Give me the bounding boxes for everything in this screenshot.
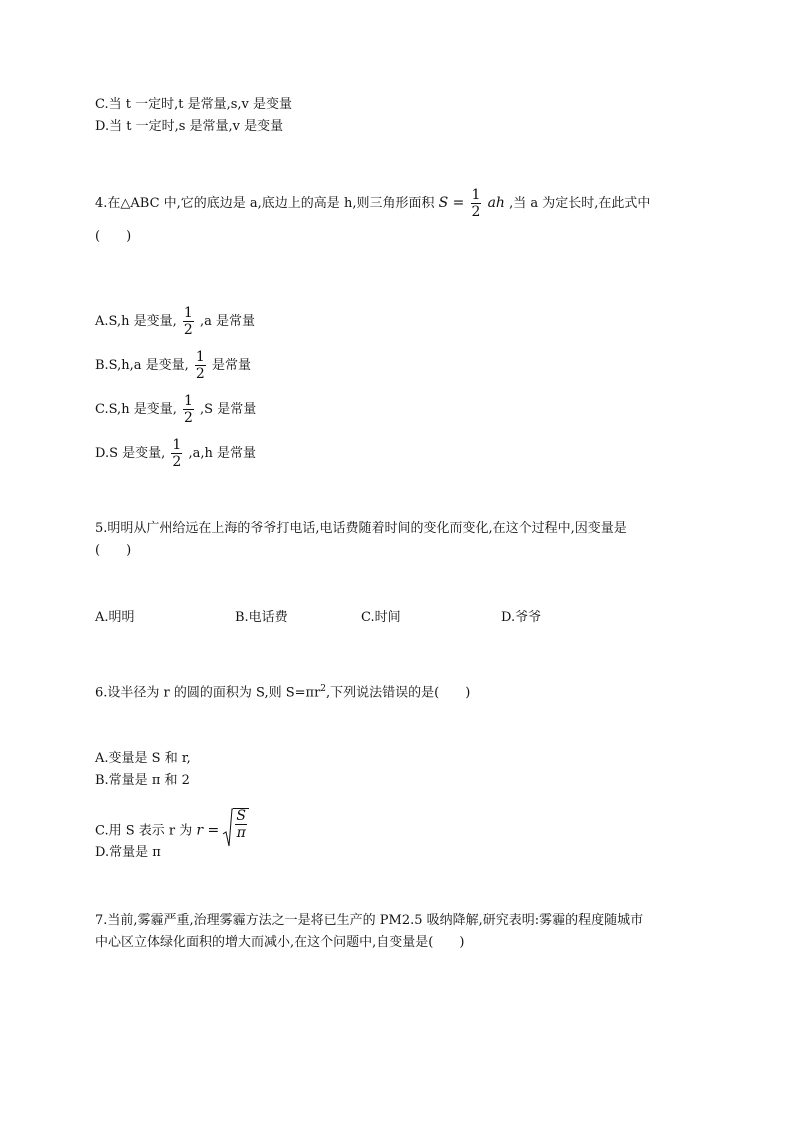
q4-option-b-pre: B.S,h,a 是变量, bbox=[95, 358, 189, 373]
fraction-numerator: 1 bbox=[183, 305, 193, 321]
q4-formula-numerator: 1 bbox=[471, 187, 481, 203]
q4-option-c-post: ,S 是常量 bbox=[200, 402, 257, 417]
fraction-denominator: 2 bbox=[183, 322, 193, 338]
q6-stem-superscript: 2 bbox=[320, 684, 327, 694]
fraction-numerator: 1 bbox=[195, 349, 205, 365]
q4-stem-post: ,当 a 为定长时,在此式中 bbox=[509, 196, 651, 211]
fraction-numerator: 1 bbox=[172, 437, 182, 453]
q5-option-b: B.电话费 bbox=[235, 610, 288, 625]
q4-option-c bbox=[95, 394, 256, 425]
q4-formula-fraction bbox=[471, 188, 482, 219]
q6-stem bbox=[95, 680, 470, 702]
q3-option-c: C.当 t 一定时,t 是常量,s,v 是变量 bbox=[95, 97, 293, 112]
q4-option-a-fraction bbox=[183, 306, 194, 337]
radicand-denominator: π bbox=[236, 825, 246, 841]
q6-stem-pre: 6.设半径为 r 的圆的面积为 S,则 S=πr bbox=[95, 685, 321, 701]
q4-formula-lhs: S = bbox=[438, 195, 465, 211]
q7-stem-line2: 中心区立体绿化面积的增大而减小,在这个问题中,自变量是( ) bbox=[95, 935, 465, 950]
q6-option-d: D.常量是 π bbox=[95, 845, 161, 860]
fraction-numerator: 1 bbox=[183, 393, 193, 409]
q5-option-c: C.时间 bbox=[361, 610, 401, 625]
q6-option-c-lhs: r = bbox=[196, 822, 220, 839]
q4-option-a-pre: A.S,h 是变量, bbox=[95, 314, 177, 329]
q4-option-b-post: 是常量 bbox=[211, 358, 251, 373]
q3-option-d: D.当 t 一定时,s 是常量,v 是变量 bbox=[95, 119, 284, 134]
fraction-denominator: 2 bbox=[172, 454, 182, 470]
q4-option-b-fraction bbox=[195, 350, 206, 381]
q5-option-a: A.明明 bbox=[95, 610, 135, 625]
q4-option-b bbox=[95, 350, 251, 381]
q6-option-a: A.变量是 S 和 r, bbox=[95, 751, 191, 766]
q4-option-c-fraction bbox=[183, 394, 194, 425]
q4-formula-denominator: 2 bbox=[471, 204, 481, 220]
q6-stem-post: ,下列说法错误的是( ) bbox=[326, 685, 471, 701]
q4-stem bbox=[95, 188, 650, 219]
q4-option-d bbox=[95, 438, 256, 469]
q5-answer-paren: ( ) bbox=[95, 543, 132, 558]
fraction-denominator: 2 bbox=[195, 366, 205, 382]
fraction-denominator: 2 bbox=[183, 410, 193, 426]
q4-option-d-pre: D.S 是变量, bbox=[95, 446, 166, 461]
q4-option-d-fraction bbox=[171, 438, 182, 469]
q4-answer-paren: ( ) bbox=[95, 229, 132, 244]
radicand-fraction bbox=[235, 809, 247, 840]
q5-option-d: D.爷爷 bbox=[501, 610, 542, 625]
q6-option-b: B.常量是 π 和 2 bbox=[95, 773, 190, 788]
q5-stem: 5.明明从广州给远在上海的爷爷打电话,电话费随着时间的变化而变化,在这个过程中,因变量是 bbox=[95, 521, 627, 536]
square-root-expression bbox=[223, 808, 249, 854]
q4-option-d-post: ,a,h 是常量 bbox=[188, 446, 256, 461]
radical-sign-icon bbox=[223, 808, 233, 848]
q7-stem-line1: 7.当前,雾霾严重,治理雾霾方法之一是将已生产的 PM2.5 吸纳降解,研究表明:雾霾的程度随城市 bbox=[95, 913, 644, 928]
q4-option-a-post: ,a 是常量 bbox=[199, 314, 255, 329]
q4-option-c-pre: C.S,h 是变量, bbox=[95, 402, 177, 417]
q4-option-a bbox=[95, 306, 255, 337]
radicand bbox=[233, 808, 249, 848]
q4-stem-pre: 4.在△ABC 中,它的底边是 a,底边上的高是 h,则三角形面积 bbox=[95, 196, 435, 211]
radicand-numerator: S bbox=[236, 808, 247, 824]
q6-option-c-pre: C.用 S 表示 r 为 bbox=[95, 823, 193, 839]
q4-formula-rhs: ah bbox=[487, 195, 505, 211]
